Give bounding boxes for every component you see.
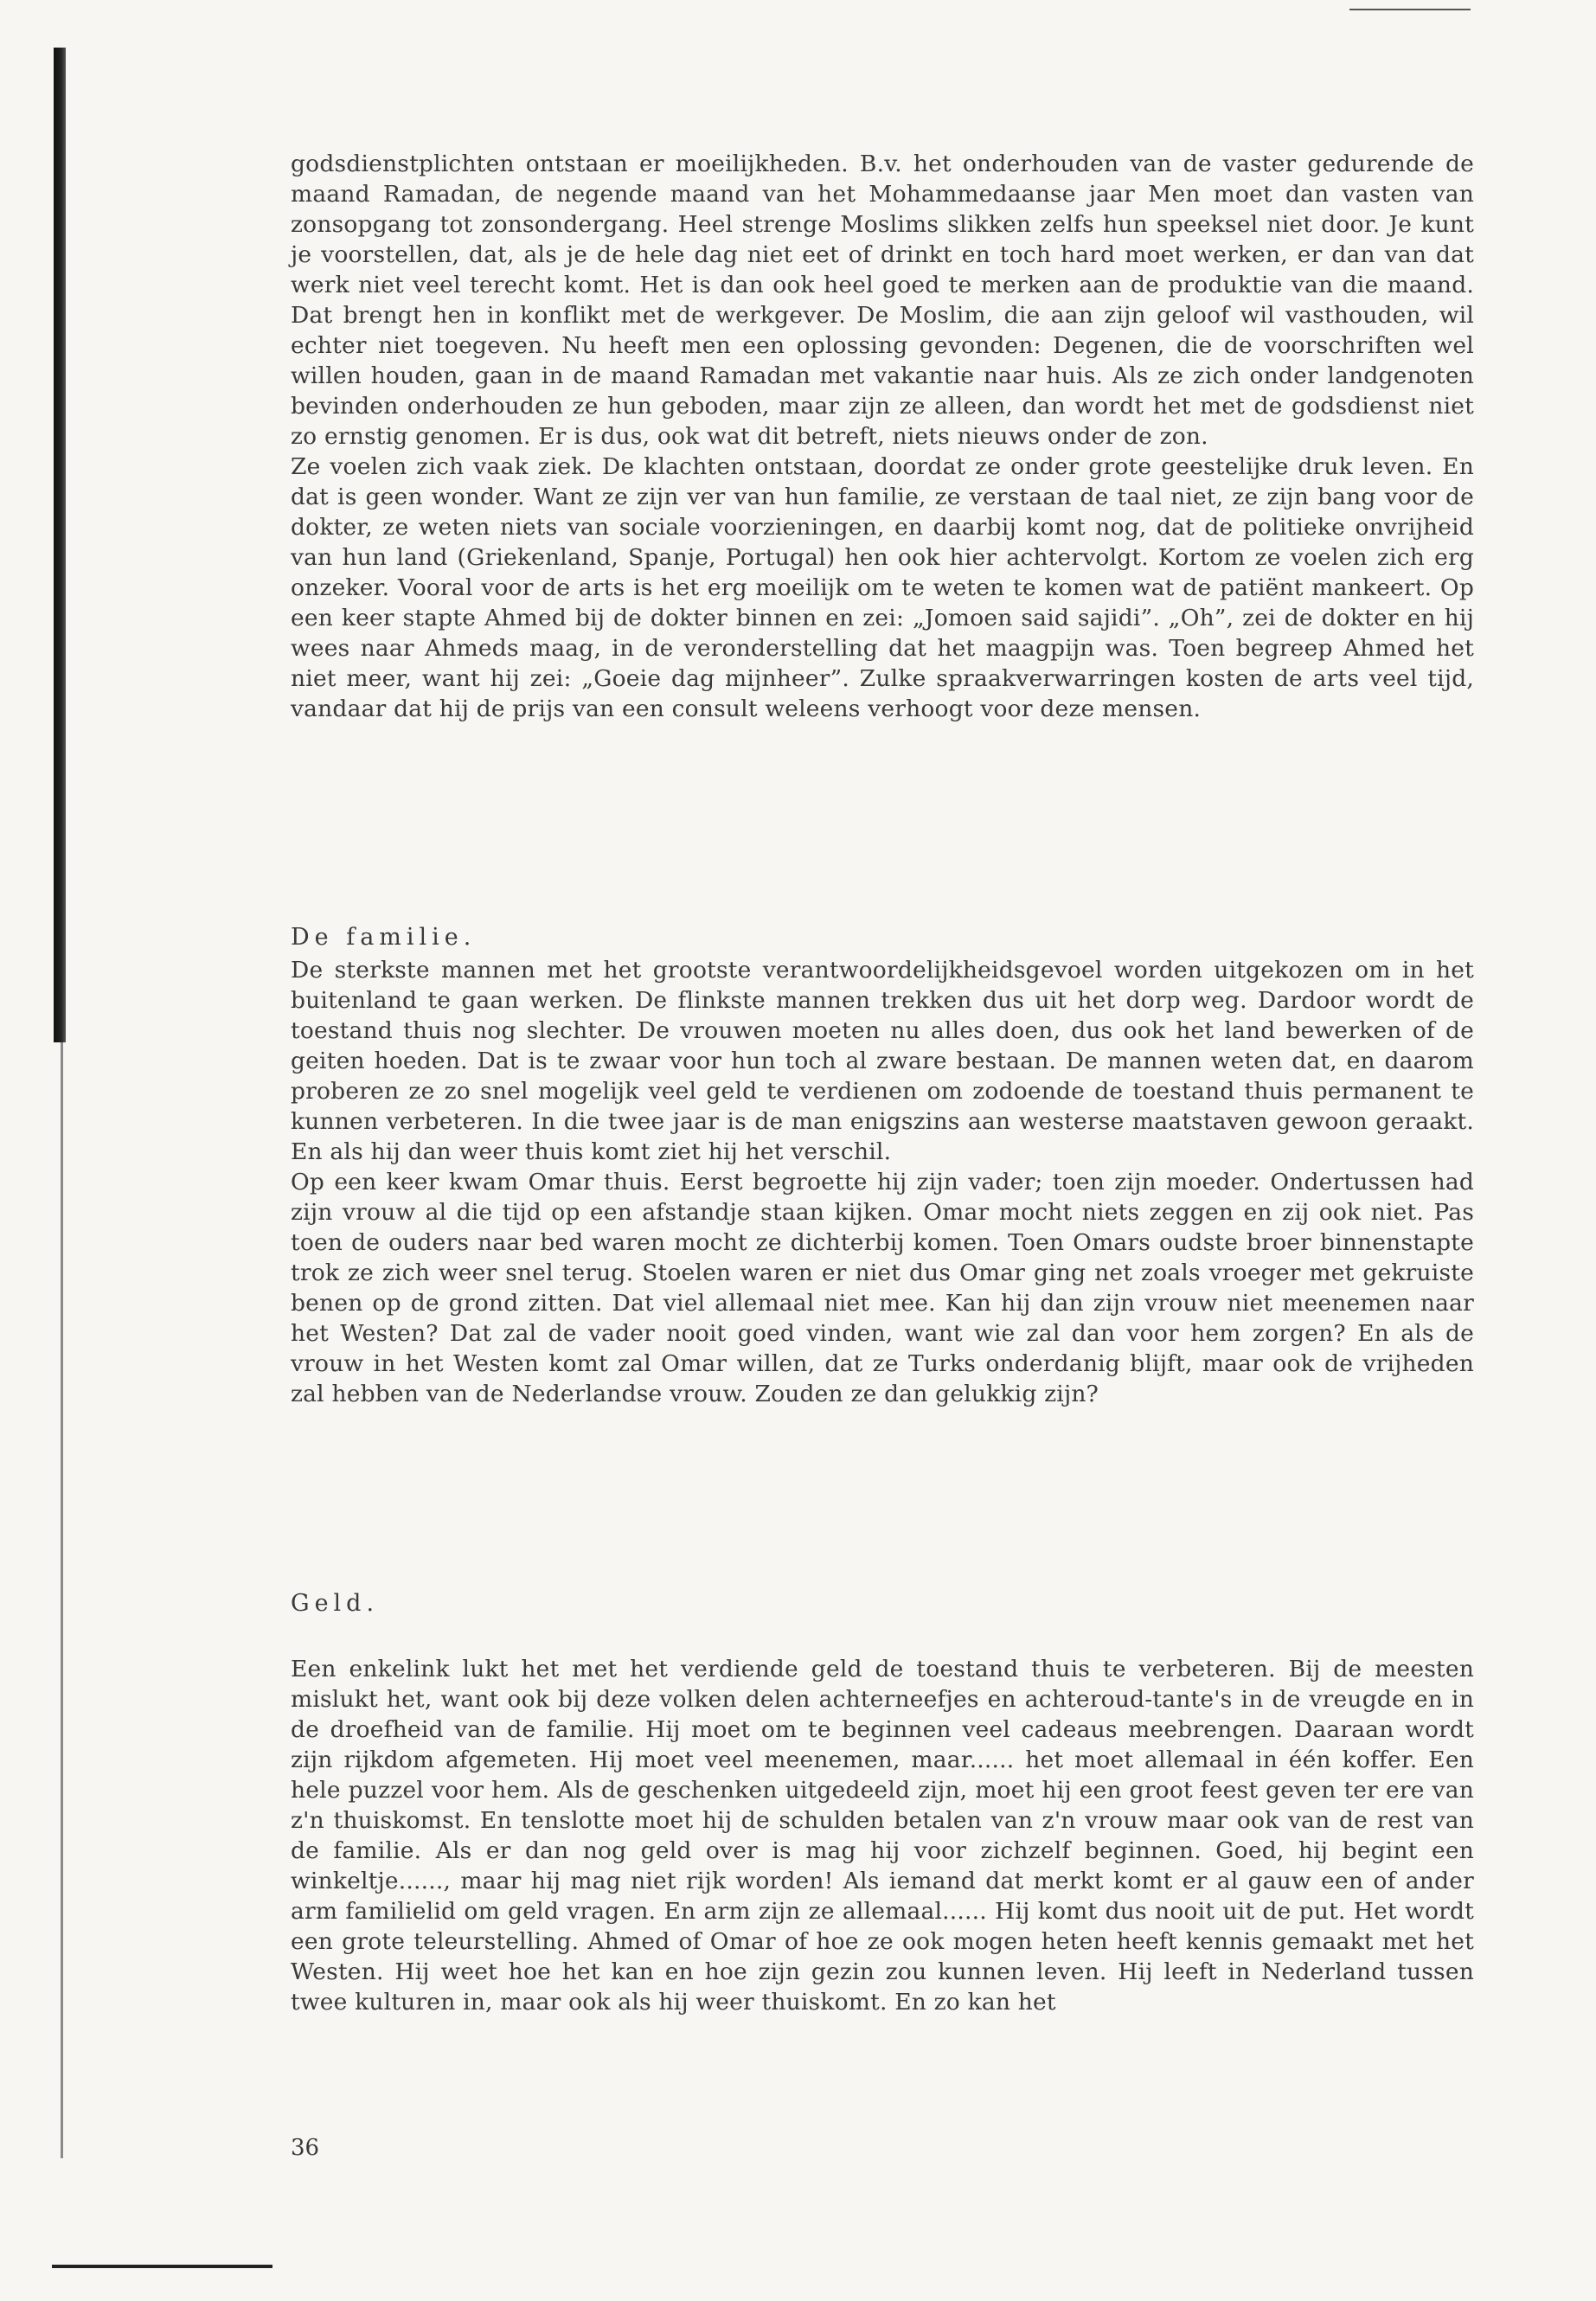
section-heading-familie: De familie. — [291, 924, 477, 951]
top-scan-rule — [1349, 9, 1471, 10]
binding-shadow — [54, 48, 66, 1042]
paragraph: Een enkelink lukt het met het verdiende geld de toestand thuis te verbeteren. Bij de meesten mislukt het, want ook bij deze volken delen achterneefjes en achteroud-tante's in de vreugde en in de droefheid van de familie. Hij moet om te beginnen veel cadeaus meebrengen. Daaraan wordt zijn rijkdom afgemeten. Hij moet veel meenemen, maar...... het moet allemaal in één koffer. Een hele puzzel voor hem. Als de geschenken uitgedeeld zijn, moet hij een groot feest geven ter ere van z'n thuiskomst. En tenslotte moet hij de schulden betalen van z'n vrouw maar ook van de rest van de familie. Als er dan nog geld over is mag hij voor zichzelf beginnen. Goed, hij begint een winkeltje......, maar hij mag niet rijk worden! Als iemand dat merkt komt er al gauw een of ander arm familielid om geld vragen. En arm zijn ze allemaal...... Hij komt dus nooit uit de put. Het wordt een grote teleurstelling. Ahmed of Omar of hoe ze ook mogen heten heeft kennis gemaakt met het Westen. Hij weet hoe het kan en hoe zijn gezin zou kunnen leven. Hij leeft in Nederland tussen twee kulturen in, maar ook als hij weer thuiskomt. En zo kan het — [291, 1656, 1474, 2016]
body-text-block-2 — [291, 955, 1474, 1409]
paragraph: De sterkste mannen met het grootste verantwoordelijkheidsgevoel worden uitgekozen om in het buitenland te gaan werken. De flinkste mannen trekken dus uit het dorp weg. Dardoor wordt de toestand thuis nog slechter. De vrouwen moeten nu alles doen, dus ook het land bewerken of de geiten hoeden. Dat is te zwaar voor hun toch al zware bestaan. De mannen weten dat, en daarom proberen ze zo snel mogelijk veel geld te verdienen om zodoende de toestand thuis permanent te kunnen verbeteren. In die twee jaar is de man enigszins aan westerse maatstaven gewoon geraakt. En als hij dan weer thuis komt ziet hij het verschil. — [291, 957, 1474, 1165]
section-heading-geld: Geld. — [291, 1590, 380, 1617]
paragraph: godsdienstplichten ontstaan er moeilijkheden. B.v. het onderhouden van de vaster gedurende de maand Ramadan, de negende maand van het Mohammedaanse jaar Men moet dan vasten van zonsopgang tot zonsondergang. Heel strenge Moslims slikken zelfs hun speeksel niet door. Je kunt je voorstellen, dat, als je de hele dag niet eet of drinkt en toch hard moet werken, er dan van dat werk niet veel terecht komt. Het is dan ook heel goed te merken aan de produktie van die maand. Dat brengt hen in konflikt met de werkgever. De Moslim, die aan zijn geloof wil vasthouden, wil echter niet toegeven. Nu heeft men een oplossing gevonden: Degenen, die de voorschriften wel willen houden, gaan in de maand Ramadan met vakantie naar huis. Als ze zich onder landgenoten bevinden onderhouden ze hun geboden, maar zijn ze alleen, dan wordt het met de godsdienst niet zo ernstig genomen. Er is dus, ook wat dit betreft, niets nieuws onder de zon. — [291, 151, 1474, 450]
paragraph: Op een keer kwam Omar thuis. Eerst begroette hij zijn vader; toen zijn moeder. Ondertussen had zijn vrouw al die tijd op een afstandje staan kijken. Omar mocht niets zeggen en zij ook niet. Pas toen de ouders naar bed waren mocht ze dichterbij komen. Toen Omars oudste broer binnenstapte trok ze zich weer snel terug. Stoelen waren er niet dus Omar ging net zoals vroeger met gekruiste benen op de grond zitten. Dat viel allemaal niet mee. Kan hij dan zijn vrouw niet meenemen naar het Westen? Dat zal de vader nooit goed vinden, want wie zal dan voor hem zorgen? En als de vrouw in het Westen komt zal Omar willen, dat ze Turks onderdanig blijft, maar ook de vrijheden zal hebben van de Nederlandse vrouw. Zouden ze dan gelukkig zijn? — [291, 1169, 1474, 1407]
bottom-scan-rule — [52, 2265, 272, 2268]
binding-edge-line — [61, 1042, 63, 2158]
paragraph: Ze voelen zich vaak ziek. De klachten ontstaan, doordat ze onder grote geestelijke druk leven. En dat is geen wonder. Want ze zijn ver van hun familie, ze verstaan de taal niet, ze zijn bang voor de dokter, ze weten niets van sociale voorzieningen, en daarbij komt nog, dat de politieke onvrijheid van hun land (Griekenland, Spanje, Portugal) hen ook hier achtervolgt. Kortom ze voelen zich erg onzeker. Vooral voor de arts is het erg moeilijk om te weten te komen wat de patiënt mankeert. Op een keer stapte Ahmed bij de dokter binnen en zei: „Jomoen said sajidi”. „Oh”, zei de dokter en hij wees naar Ahmeds maag, in de veronderstelling dat het maagpijn was. Toen begreep Ahmed het niet meer, want hij zei: „Goeie dag mijnheer”. Zulke spraakverwarringen kosten de arts veel tijd, vandaar dat hij de prijs van een consult weleens verhoogt voor deze mensen. — [291, 453, 1474, 722]
body-text-block-3 — [291, 1654, 1474, 2017]
page-number: 36 — [291, 2135, 320, 2161]
body-text-block-1 — [291, 149, 1474, 724]
